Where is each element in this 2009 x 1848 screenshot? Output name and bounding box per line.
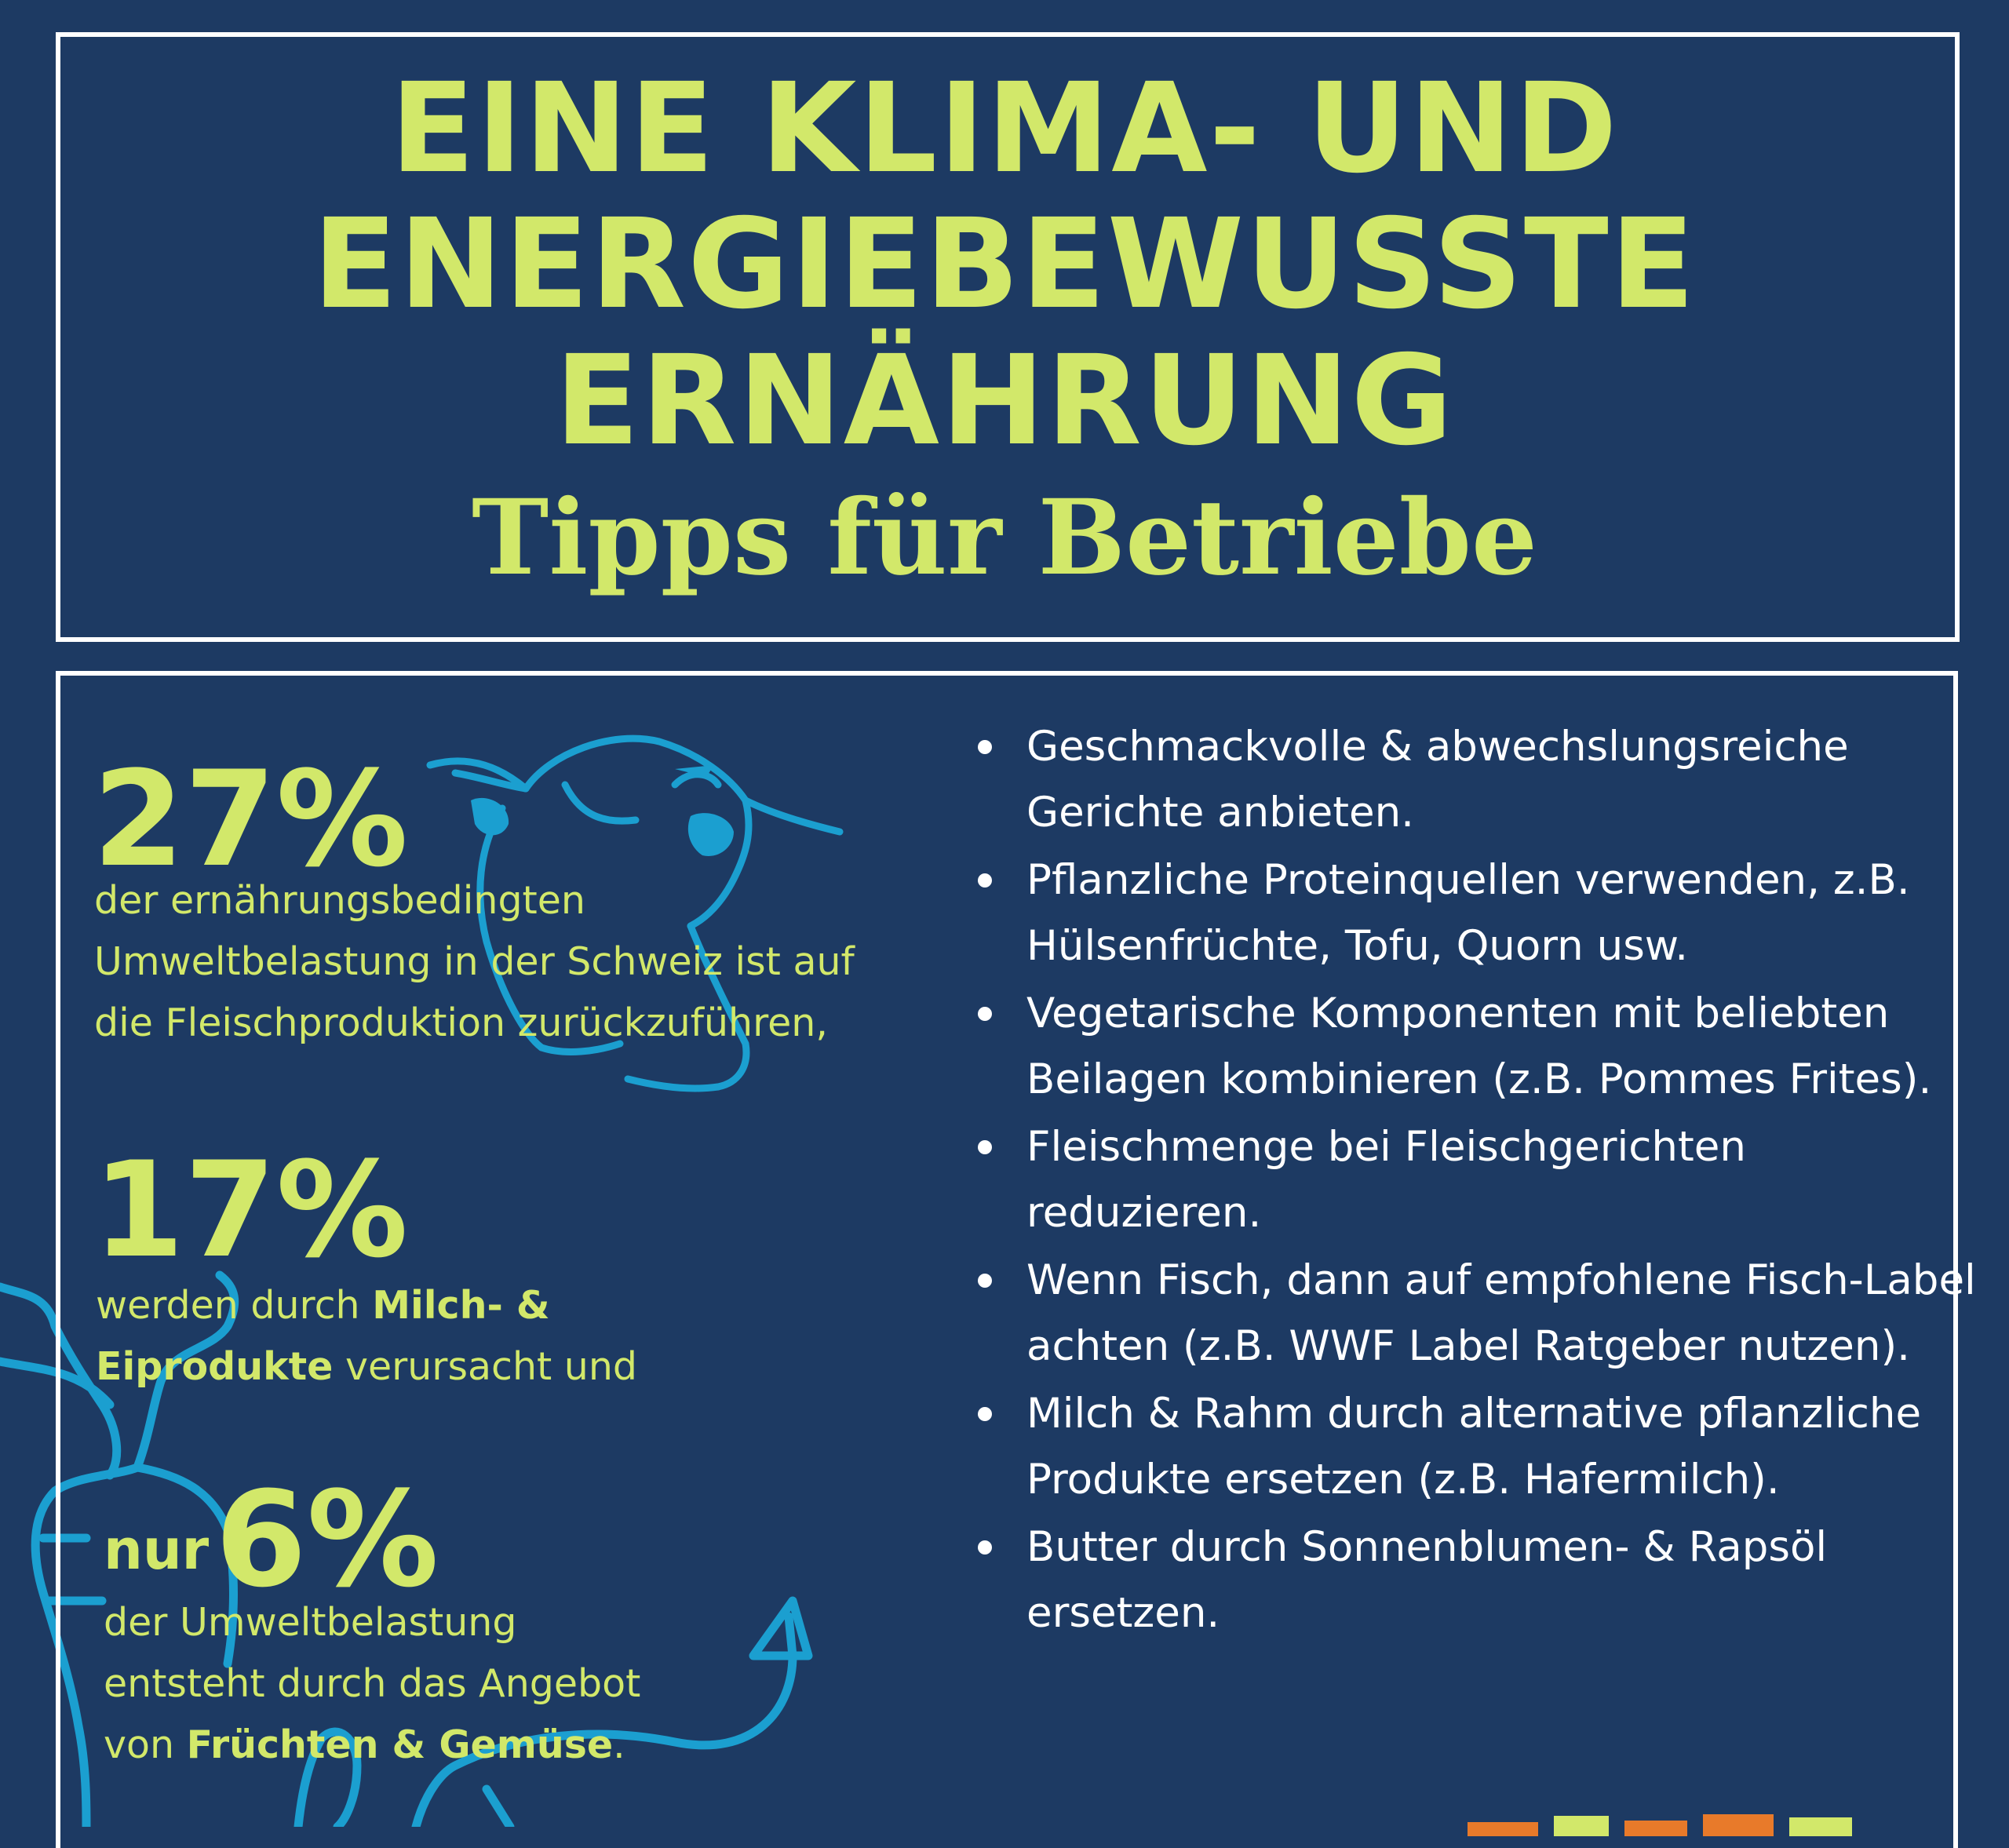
stat-produce-line-3: [104, 1715, 640, 1776]
title-line-3: ERNÄHRUNG: [554, 329, 1455, 473]
stat-produce-line-3-post: .: [613, 1722, 625, 1767]
tip-item: [973, 1514, 1993, 1646]
stat-dairy-value: 17%: [93, 1133, 409, 1287]
stat-produce-line-2: entsteht durch das Angebot: [104, 1661, 641, 1706]
stat-dairy-line-2-post: verursacht und: [333, 1344, 637, 1389]
stat-dairy-line-2-bold: Eiprodukte: [96, 1344, 334, 1389]
bullet-icon: [978, 1140, 992, 1154]
bullet-icon: [978, 1540, 992, 1555]
bullet-icon: [978, 873, 992, 888]
subtitle: Tipps für Betriebe: [472, 477, 1537, 599]
stat-meat-line-2: Umweltbelastung in der Schweiz ist auf: [94, 939, 855, 984]
stat-meat-value: 27%: [93, 742, 409, 896]
stat-meat-line-3: die Fleischproduktion zurückzuführen,: [94, 1001, 828, 1045]
bullet-icon: [978, 740, 992, 754]
title-line-2: ENERGIEBEWUSSTE: [312, 192, 1697, 337]
tip-item: [973, 847, 1993, 979]
tip-item: [973, 714, 1993, 846]
bullet-icon: [978, 1007, 992, 1021]
tip-text: Butter durch Sonnenblumen- & Rapsöl ersetzen.: [1026, 1523, 1828, 1637]
bullet-icon: [978, 1407, 992, 1421]
stat-meat-text: [94, 870, 855, 1054]
stat-dairy-text: [96, 1275, 637, 1398]
tip-item: [973, 1381, 1993, 1513]
tip-text: Wenn Fisch, dann auf empfohlene Fisch-Label achten (z.B. WWF Label Ratgeber nutzen).: [1026, 1256, 1976, 1370]
logo-fragment: [1468, 1805, 1891, 1836]
stat-dairy-line-2: [96, 1336, 637, 1398]
tip-item: [973, 1248, 1993, 1380]
tip-text: Pflanzliche Proteinquellen verwenden, z.B. Hülsenfrüchte, Tofu, Quorn usw.: [1026, 856, 1910, 970]
tip-text: Vegetarische Komponenten mit beliebten Beilagen kombinieren (z.B. Pommes Frites).: [1026, 990, 1932, 1103]
stat-produce-line-3-pre: von: [104, 1722, 187, 1767]
title-line-1: EINE KLIMA- UND: [390, 56, 1619, 201]
stat-dairy-line-1-pre: werden durch: [96, 1283, 373, 1328]
stat-produce-text: [104, 1592, 640, 1776]
tips-list: [973, 714, 1993, 1648]
tip-item: [973, 981, 1993, 1113]
stat-meat-line-1: der ernährungsbedingten: [94, 878, 585, 923]
stat-dairy-line-1: [96, 1275, 637, 1336]
bullet-icon: [978, 1274, 992, 1288]
stat-produce-line-3-bold: Früchten & Gemüse: [186, 1722, 614, 1767]
stat-produce-line-1: der Umweltbelastung: [104, 1600, 517, 1645]
stat-dairy-line-1-bold: Milch- &: [372, 1283, 550, 1328]
tip-text: Fleischmenge bei Fleischgerichten reduzieren.: [1026, 1123, 1746, 1237]
stat-produce-prefix: nur: [104, 1518, 210, 1582]
tip-text: Milch & Rahm durch alternative pflanzliche Produkte ersetzen (z.B. Hafermilch).: [1026, 1390, 1922, 1504]
tip-item: [973, 1114, 1993, 1246]
stat-produce-value: 6%: [215, 1463, 439, 1617]
tip-text: Geschmackvolle & abwechslungsreiche Gerichte anbieten.: [1026, 723, 1849, 837]
